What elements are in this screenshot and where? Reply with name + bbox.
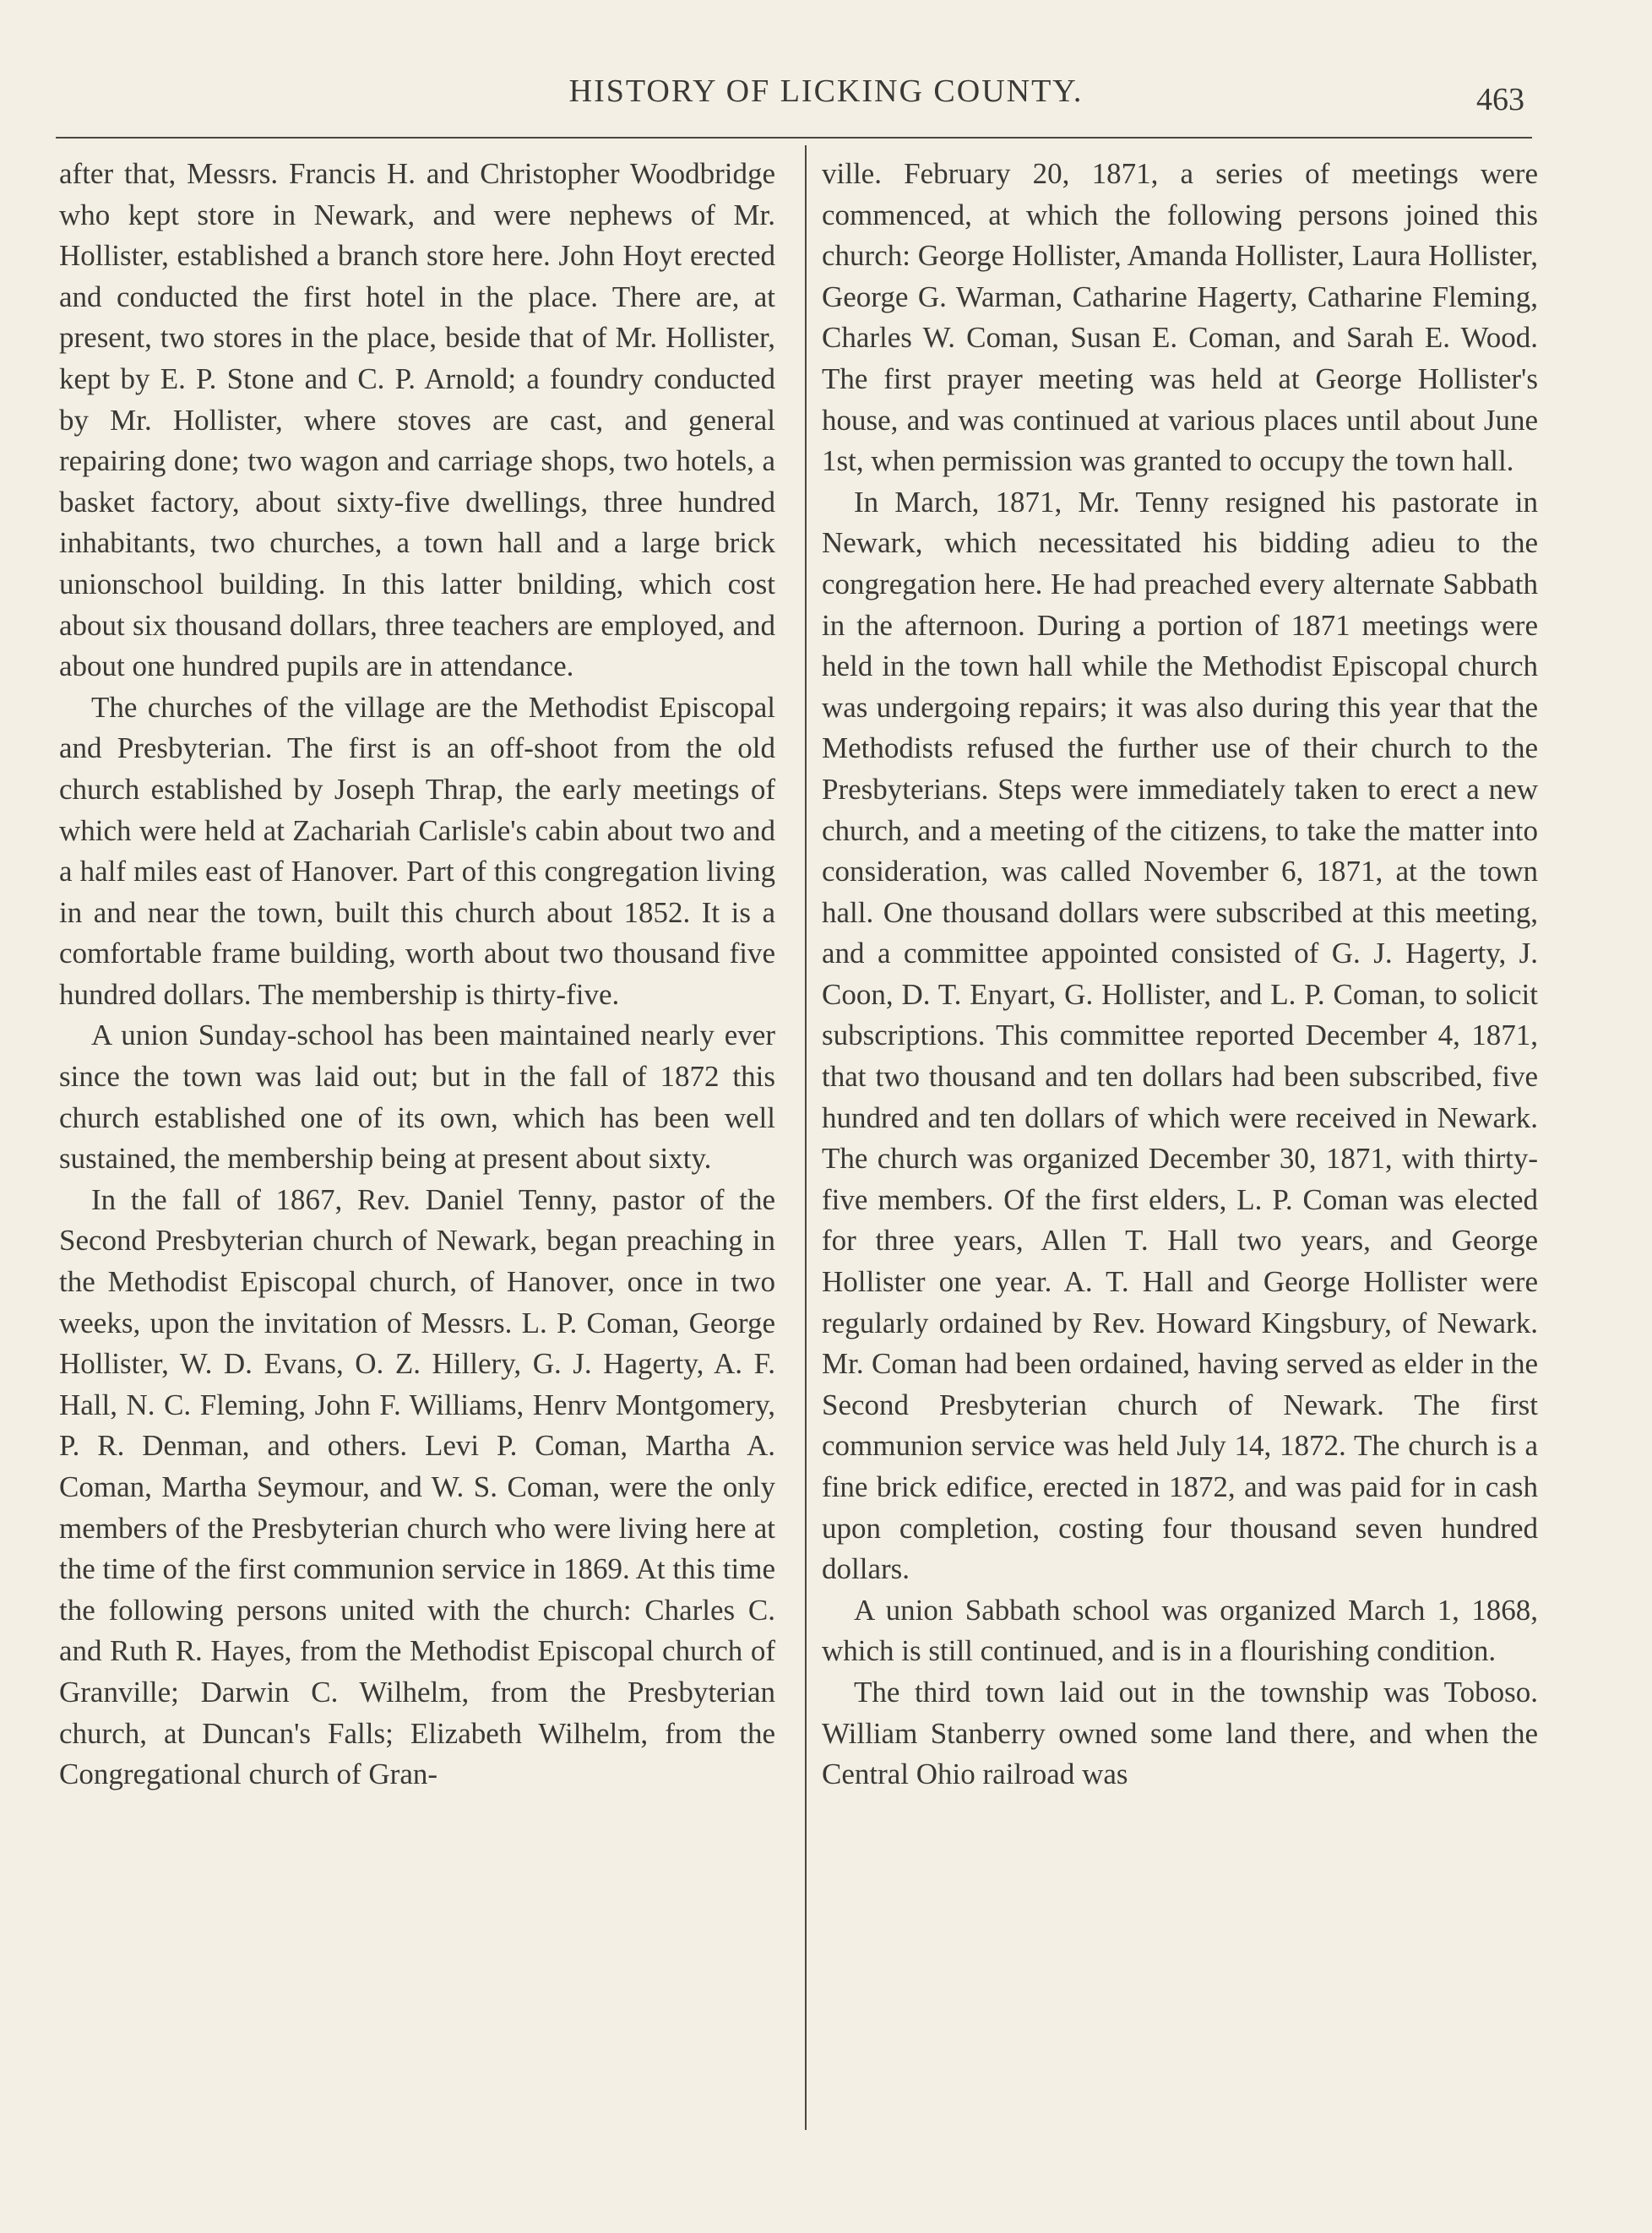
- paragraph: The churches of the village are the Methodist Episcopal and Presbyterian. The first is an off-shoot from the old church established by Joseph Thrap, the early meetings of which were held at Zachariah Carlisle's cabin about two and a half miles east of Hanover. Part of this congregation living in and near the town, built this church about 1852. It is a comfortable frame building, worth about two thousand five hundred dollars. The membership is thirty-five.: [59, 690, 775, 1011]
- paragraph: In the fall of 1867, Rev. Daniel Tenny, pastor of the Second Presbyterian church of Newark, began preaching in the Methodist Episcopal church, of Hanover, once in two weeks, upon the invitation of Messrs. L. P. Coman, George Hollister, W. D. Evans, O. Z. Hillery, G. J. Hagerty, A. F. Hall, N. C. Fleming, John F. Williams, Henrv Montgomery, P. R. Denman, and others. Levi P. Coman, Martha A. Coman, Martha Seymour, and W. S. Coman, were the only members of the Presbyterian church who were living here at the time of the first communion service in 1869. At this time the following persons united with the church: Charles C. and Ruth R. Hayes, from the Methodist Episcopal church of Granville; Darwin C. Wilhelm, from the Presbyterian church, at Duncan's Falls; Elizabeth Wilhelm, from the Congregational church of Gran-: [59, 1182, 775, 1791]
- column-divider: [805, 145, 807, 2130]
- paragraph: after that, Messrs. Francis H. and Christopher Woodbridge who kept store in Newark, and were nephews of Mr. Hollister, established a branch store here. John Hoyt erected and conducted the first hotel in the place. There are, at present, two stores in the place, beside that of Mr. Hollister, kept by E. P. Stone and C. P. Arnold; a foundry conducted by Mr. Hollister, where stoves are cast, and general repairing done; two wagon and carriage shops, two hotels, a basket factory, about sixty-five dwellings, three hundred inhabitants, two churches, a town hall and a large brick unionschool building. In this latter bnilding, which cost about six thousand dollars, three teachers are employed, and about one hundred pupils are in attendance.: [59, 157, 775, 683]
- paragraph: A union Sunday-school has been maintained nearly ever since the town was laid out; but in the fall of 1872 this church established one of its own, which has been well sustained, the membership being at present about sixty.: [59, 1019, 775, 1176]
- right-column: [822, 154, 1538, 1796]
- header-rule: [56, 137, 1532, 139]
- left-column: [59, 154, 775, 1796]
- paragraph: A union Sabbath school was organized March 1, 1868, which is still continued, and is in a flourishing condition.: [822, 1593, 1538, 1668]
- paragraph: The third town laid out in the township was Toboso. William Stanberry owned some land there, and when the Central Ohio railroad was: [822, 1675, 1538, 1791]
- page-number: 463: [1476, 82, 1524, 117]
- running-title: HISTORY OF LICKING COUNTY.: [568, 73, 1084, 109]
- paragraph: In March, 1871, Mr. Tenny resigned his pastorate in Newark, which necessitated his bidding adieu to the congregation here. He had preached every alternate Sabbath in the afternoon. During a portion of 1871 meetings were held in the town hall while the Methodist Episcopal church was undergoing repairs; it was also during this year that the Methodists refused the further use of their church to the Presbyterians. Steps were immediately taken to erect a new church, and a meeting of the citizens, to take the matter into consideration, was called November 6, 1871, at the town hall. One thousand dollars were subscribed at this meeting, and a committee appointed consisted of G. J. Hagerty, J. Coon, D. T. Enyart, G. Hollister, and L. P. Coman, to solicit subscriptions. This committee reported December 4, 1871, that two thousand and ten dollars had been subscribed, five hundred and ten dollars of which were received in Newark. The church was organized December 30, 1871, with thirty-five members. Of the first elders, L. P. Coman was elected for three years, Allen T. Hall two years, and George Hollister one year. A. T. Hall and George Hollister were regularly ordained by Rev. Howard Kingsbury, of Newark. Mr. Coman had been ordained, having served as elder in the Second Presbyterian church of Newark. The first communion service was held July 14, 1872. The church is a fine brick edifice, erected in 1872, and was paid for in cash upon completion, costing four thousand seven hundred dollars.: [822, 485, 1538, 1586]
- paragraph: ville. February 20, 1871, a series of meetings were commenced, at which the following persons joined this church: George Hollister, Amanda Hollister, Laura Hollister, George G. Warman, Catharine Hagerty, Catharine Fleming, Charles W. Coman, Susan E. Coman, and Sarah E. Wood. The first prayer meeting was held at George Hollister's house, and was continued at various places until about June 1st, when permission was granted to occupy the town hall.: [822, 157, 1538, 478]
